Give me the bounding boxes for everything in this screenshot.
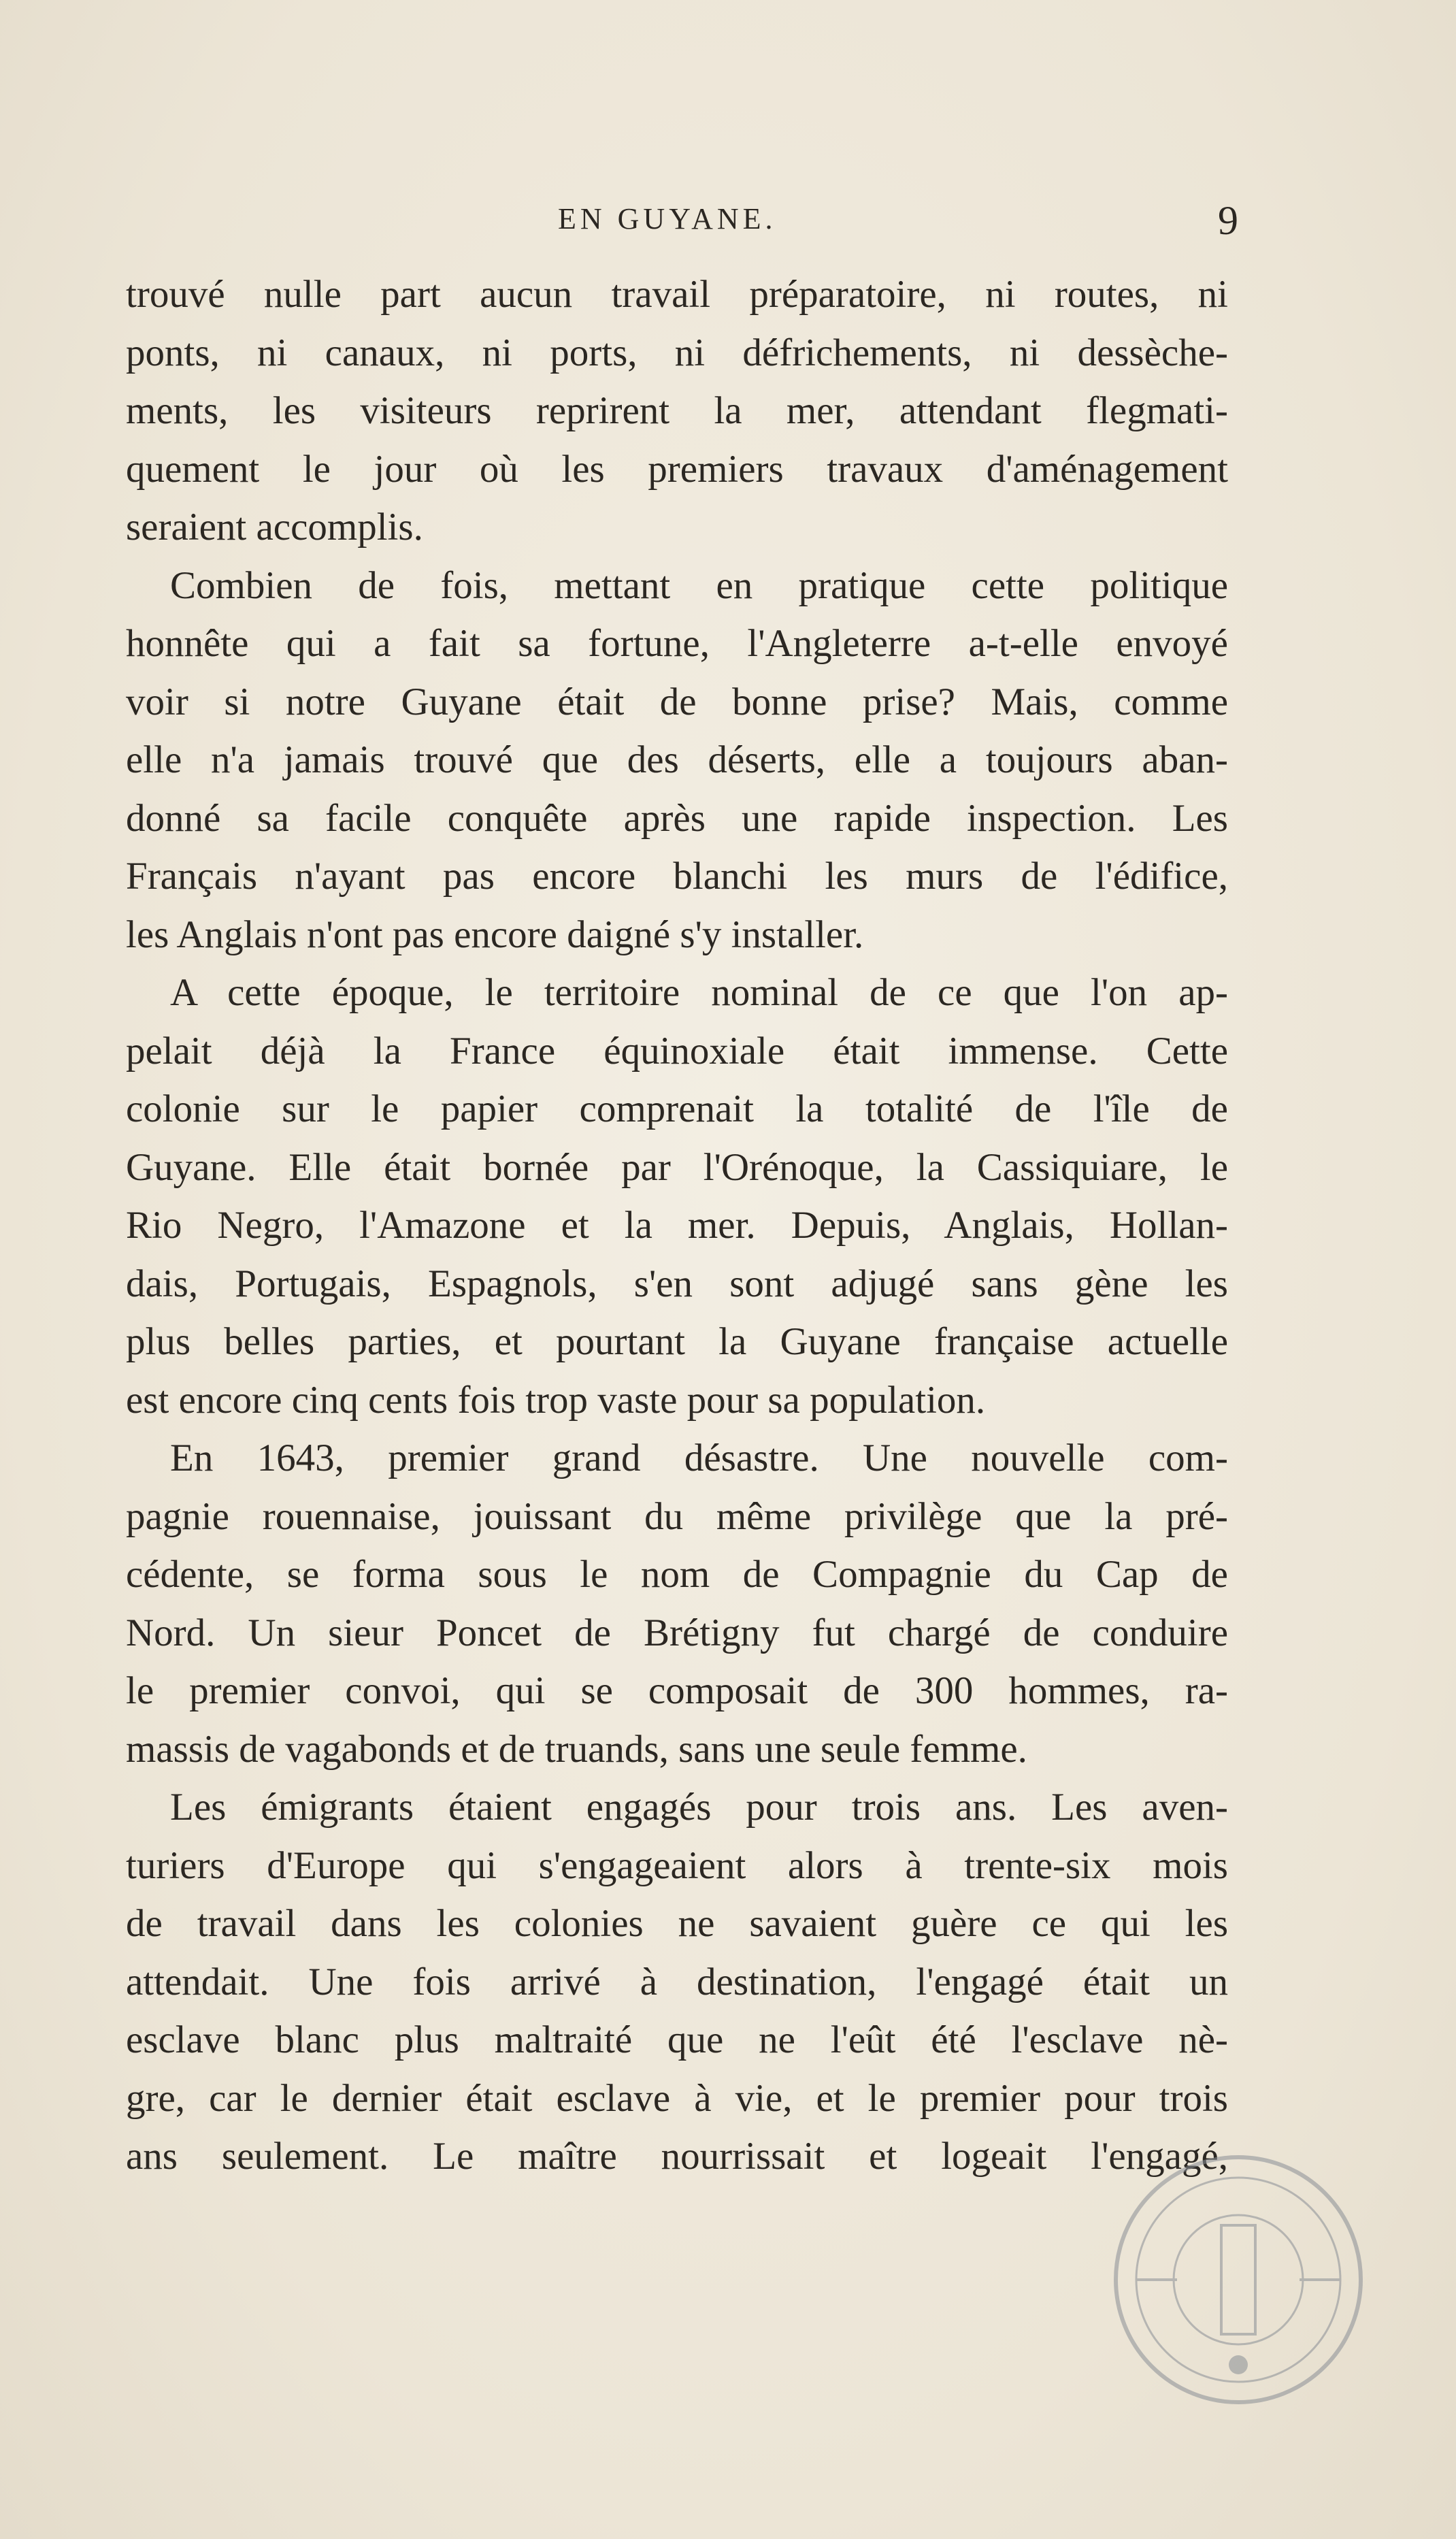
paragraph-start-line: En 1643, premier grand désastre. Une nouvelle com- (170, 1437, 1228, 1479)
text-line: plus belles parties, et pourtant la Guyane française actuelle (126, 1320, 1228, 1363)
text-line: les Anglais n'ont pas encore daigné s'y installer. (126, 913, 864, 956)
text-line: Nord. Un sieur Poncet de Brétigny fut chargé de conduire (126, 1611, 1228, 1654)
running-title: EN GUYANE. (558, 202, 777, 235)
paragraph-start-line: A cette époque, le territoire nominal de ce que l'on ap- (170, 971, 1228, 1014)
text-line: massis de vagabonds et de truands, sans une seule femme. (126, 1727, 1027, 1771)
text-line: pagnie rouennaise, jouissant du même privilège que la pré- (126, 1494, 1228, 1538)
text-line: esclave blanc plus maltraité que ne l'eût été l'esclave nè- (126, 2018, 1228, 2061)
text-line: honnête qui a fait sa fortune, l'Angleterre a-t-elle envoyé (126, 622, 1228, 665)
text-line: donné sa facile conquête après une rapide inspection. Les (126, 796, 1228, 840)
text-line: Guyane. Elle était bornée par l'Orénoque, la Cassiquiare, le (126, 1145, 1228, 1189)
text-line: Rio Negro, l'Amazone et la mer. Depuis, Anglais, Hollan- (126, 1204, 1228, 1247)
text-line: pelait déjà la France équinoxiale était immense. Cette (126, 1029, 1228, 1072)
text-line: colonie sur le papier comprenait la totalité de l'île de (126, 1087, 1228, 1130)
text-line: trouvé nulle part aucun travail préparatoire, ni routes, ni (126, 273, 1228, 316)
text-line: voir si notre Guyane était de bonne prise? Mais, comme (126, 680, 1228, 723)
text-line: dais, Portugais, Espagnols, s'en sont adjugé sans gène les (126, 1262, 1228, 1305)
text-line: attendait. Une fois arrivé à destination, l'engagé était un (126, 1960, 1228, 2003)
text-line: cédente, se forma sous le nom de Compagnie du Cap de (126, 1553, 1228, 1596)
text-line: turiers d'Europe qui s'engageaient alors à trente-six mois (126, 1844, 1228, 1887)
text-line: ans seulement. Le maître nourrissait et logeait l'engagé, (126, 2135, 1228, 2178)
text-line: gre, car le dernier était esclave à vie, et le premier pour trois (126, 2076, 1228, 2120)
text-line: Français n'ayant pas encore blanchi les murs de l'édifice, (126, 855, 1228, 898)
body-text (126, 265, 1228, 2186)
paragraph-start-line: Combien de fois, mettant en pratique cette politique (170, 563, 1228, 607)
text-line: elle n'a jamais trouvé que des déserts, elle a toujours aban- (126, 738, 1228, 781)
text-line: seraient accomplis. (126, 506, 423, 548)
text-line: de travail dans les colonies ne savaient guère ce qui les (126, 1902, 1228, 1945)
running-head (0, 197, 1456, 252)
text-line: le premier convoi, qui se composait de 300 hommes, ra- (126, 1669, 1228, 1712)
text-line: est encore cinq cents fois trop vaste pour sa population. (126, 1378, 986, 1422)
page-number: 9 (1218, 198, 1238, 243)
paragraph-start-line: Les émigrants étaient engagés pour trois ans. Les aven- (170, 1786, 1228, 1829)
text-line: ponts, ni canaux, ni ports, ni défrichements, ni dessèche- (126, 331, 1228, 374)
library-stamp-icon (1095, 2137, 1381, 2423)
text-line: ments, les visiteurs reprirent la mer, attendant flegmati- (126, 389, 1228, 432)
text-line: quement le jour où les premiers travaux d'aménagement (126, 447, 1228, 491)
